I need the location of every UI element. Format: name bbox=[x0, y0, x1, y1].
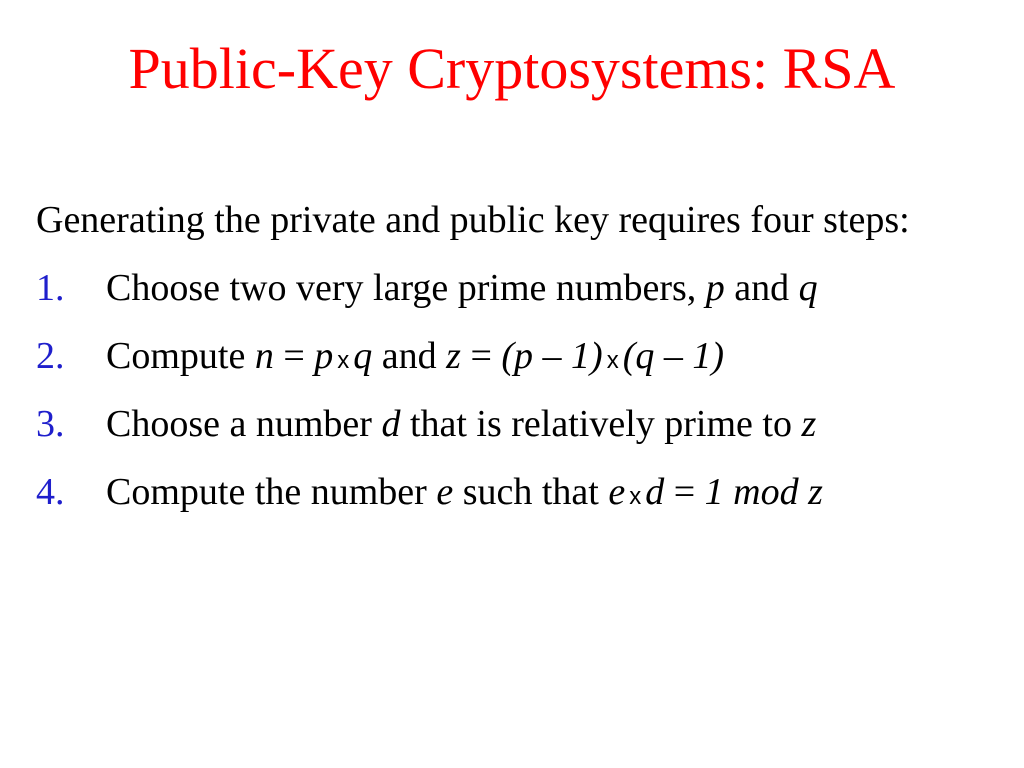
step-text bbox=[106, 328, 724, 389]
equals-sign: = bbox=[273, 335, 315, 377]
text-run: Choose a number bbox=[106, 403, 382, 445]
variable-d: d bbox=[381, 403, 401, 445]
step-number: 3. bbox=[36, 403, 65, 445]
variable-z: z bbox=[446, 335, 461, 377]
slide-title: Public-Key Cryptosystems: RSA bbox=[128, 36, 896, 101]
text-run: and bbox=[724, 267, 799, 309]
variable-z: z bbox=[801, 403, 817, 445]
text-run: Compute bbox=[106, 335, 255, 377]
step-number: 4. bbox=[36, 471, 65, 513]
step-text bbox=[106, 464, 823, 525]
variable-p: p bbox=[705, 267, 725, 309]
step-number: 2. bbox=[36, 335, 65, 377]
step-item-1 bbox=[36, 260, 996, 316]
multiply-sign: x bbox=[606, 347, 619, 374]
variable-q: q bbox=[798, 267, 818, 309]
text-run: Compute the number bbox=[106, 471, 437, 513]
expression-p-minus-1: (p – 1) bbox=[501, 335, 603, 377]
expression-q-minus-1: (q – 1) bbox=[622, 335, 724, 377]
step-item-3 bbox=[36, 396, 996, 452]
step-text bbox=[106, 396, 816, 452]
slide-body bbox=[36, 192, 996, 532]
step-text bbox=[106, 260, 818, 316]
step-item-2 bbox=[36, 328, 996, 384]
text-run: Choose two very large prime numbers, bbox=[106, 267, 706, 309]
variable-n: n bbox=[254, 335, 274, 377]
equals-sign: = bbox=[664, 471, 705, 513]
variable-p: p bbox=[314, 335, 334, 377]
text-run: and bbox=[372, 335, 447, 377]
variable-q: q bbox=[353, 335, 373, 377]
intro-text: Generating the private and public key requires four steps: bbox=[36, 199, 910, 241]
step-number: 1. bbox=[36, 267, 65, 309]
text-run: such that bbox=[453, 471, 609, 513]
variable-e: e bbox=[608, 471, 626, 513]
multiply-sign: x bbox=[337, 347, 350, 374]
equals-sign: = bbox=[460, 335, 502, 377]
step-item-4 bbox=[36, 464, 996, 520]
variable-e: e bbox=[436, 471, 454, 513]
variable-d: d bbox=[645, 471, 665, 513]
multiply-sign: x bbox=[629, 483, 642, 510]
text-run: that is relatively prime to bbox=[400, 403, 802, 445]
expression-1-mod-z: 1 mod z bbox=[704, 471, 823, 513]
